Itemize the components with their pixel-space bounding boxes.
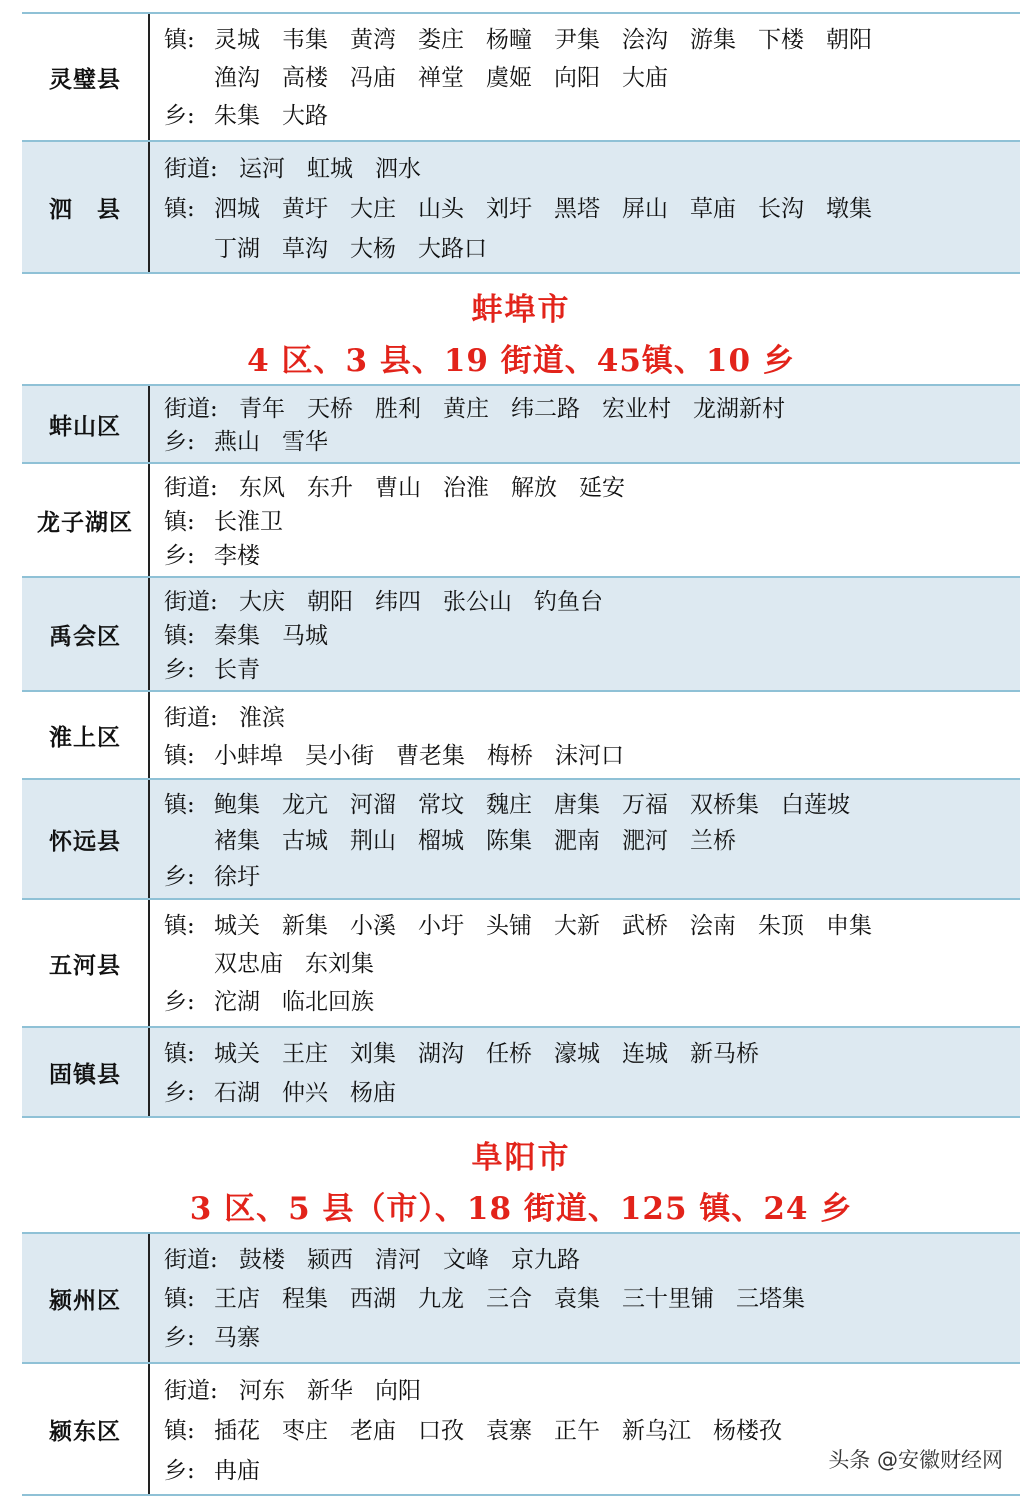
- division-item: 浍南: [690, 912, 736, 939]
- division-items: [239, 390, 807, 423]
- division-items: [214, 503, 305, 536]
- city-summary: 4 区、3 县、19 街道、45镇、10 乡: [247, 343, 795, 379]
- division-line: [164, 536, 1020, 570]
- division-item: 高楼: [282, 64, 328, 91]
- district-divisions: [150, 1028, 1020, 1116]
- division-item: 胜利: [375, 396, 421, 422]
- division-item: 常坟: [418, 791, 464, 818]
- division-items: [214, 945, 396, 978]
- division-items: [239, 1372, 443, 1405]
- division-item: 龙亢: [282, 791, 328, 818]
- division-line: [164, 1368, 1020, 1408]
- watermark: 头条 @安徽财经网: [824, 1442, 1007, 1476]
- table-row: [22, 1364, 1020, 1496]
- division-item: 鲍集: [214, 791, 260, 818]
- division-item: 尹集: [554, 26, 600, 53]
- division-item: 濠城: [554, 1041, 600, 1067]
- division-item: 清河: [375, 1247, 421, 1273]
- division-item: 京九路: [511, 1247, 580, 1273]
- division-type-label: 镇:: [164, 742, 195, 769]
- division-line: [164, 784, 1020, 820]
- division-type-label: 镇:: [164, 622, 195, 649]
- division-item: 泗城: [214, 195, 260, 222]
- district-divisions: [150, 142, 1020, 272]
- division-item: 河东: [239, 1377, 285, 1404]
- table-row: [22, 1028, 1020, 1118]
- division-items: [239, 150, 443, 183]
- division-item: 大路口: [418, 235, 487, 262]
- division-line: [164, 226, 1020, 266]
- division-item: 丁湖: [214, 235, 260, 262]
- division-item: 龙湖新村: [693, 396, 785, 422]
- division-item: 屏山: [622, 195, 668, 222]
- table-row: [22, 464, 1020, 578]
- division-item: 东刘集: [305, 950, 374, 977]
- division-item: 秦集: [214, 622, 260, 649]
- division-item: 淝河: [622, 827, 668, 854]
- division-item: 大庆: [239, 588, 285, 615]
- division-item: 虞姬: [486, 64, 532, 91]
- section-header-bengbu: [22, 274, 1020, 386]
- division-item: 山头: [418, 195, 464, 222]
- division-item: 梅桥: [487, 742, 533, 769]
- division-item: 兰桥: [690, 827, 736, 854]
- district-name: 蚌山区: [22, 386, 150, 462]
- table-row: [22, 780, 1020, 900]
- division-item: 白莲坡: [781, 791, 850, 818]
- division-item: 冯庙: [350, 64, 396, 91]
- division-item: 袁集: [554, 1286, 600, 1312]
- division-items: [214, 1074, 418, 1107]
- division-item: 任桥: [486, 1041, 532, 1067]
- division-type-label: 镇:: [164, 1286, 195, 1312]
- division-items: [214, 1412, 804, 1445]
- division-item: 三合: [486, 1286, 532, 1312]
- division-type-label: 乡:: [164, 1457, 195, 1484]
- division-item: 墩集: [826, 195, 872, 222]
- division-item: 淝南: [554, 827, 600, 854]
- division-items: [214, 617, 350, 650]
- division-type-label: 乡:: [164, 1080, 195, 1106]
- division-item: 新华: [307, 1377, 353, 1404]
- district-name: 龙子湖区: [22, 464, 150, 576]
- division-item: 东风: [239, 474, 285, 501]
- division-line: [164, 56, 1020, 94]
- division-item: 王店: [214, 1286, 260, 1312]
- division-item: 大新: [554, 912, 600, 939]
- division-item: 朱顶: [758, 912, 804, 939]
- division-item: 治淮: [443, 474, 489, 501]
- division-item: 延安: [579, 474, 625, 501]
- division-item: 朱集: [214, 102, 260, 129]
- division-item: 三塔集: [736, 1286, 805, 1312]
- division-line: [164, 904, 1020, 942]
- district-divisions: [150, 386, 1020, 462]
- division-type-label: 乡:: [164, 863, 195, 890]
- division-item: 向阳: [375, 1377, 421, 1404]
- division-item: 东升: [307, 474, 353, 501]
- division-item: 文峰: [443, 1247, 489, 1273]
- division-line: [164, 18, 1020, 56]
- division-item: 唐集: [554, 791, 600, 818]
- division-items: [214, 1452, 282, 1485]
- division-item: 曹老集: [396, 742, 465, 769]
- city-summary: 3 区、5 县（市）、18 街道、125 镇、24 乡: [189, 1191, 853, 1227]
- table-row: [22, 142, 1020, 274]
- division-item: 城关: [214, 912, 260, 939]
- division-item: 头铺: [486, 912, 532, 939]
- division-items: [214, 21, 894, 54]
- district-divisions: [150, 692, 1020, 778]
- division-item: 杨楼孜: [713, 1417, 782, 1444]
- division-type-label: 街道:: [164, 474, 218, 501]
- division-item: 袁寨: [486, 1417, 532, 1444]
- division-item: 杨庙: [350, 1080, 396, 1106]
- division-item: 草庙: [690, 195, 736, 222]
- division-item: 下楼: [758, 26, 804, 53]
- division-item: 娄庄: [418, 26, 464, 53]
- division-item: 灵城: [214, 26, 260, 53]
- division-line: [164, 423, 1020, 456]
- division-type-label: 镇:: [164, 195, 195, 222]
- division-item: 宏业村: [602, 396, 671, 422]
- division-line: [164, 1032, 1020, 1071]
- division-type-label: 街道:: [164, 1377, 218, 1404]
- division-item: 虹城: [307, 155, 353, 182]
- division-type-label: 街道:: [164, 155, 218, 182]
- division-item: 沫河口: [555, 742, 624, 769]
- division-item: 纬二路: [511, 396, 580, 422]
- district-name: 怀远县: [22, 780, 150, 898]
- division-item: 仲兴: [282, 1080, 328, 1106]
- division-item: 连城: [622, 1041, 668, 1067]
- division-items: [214, 1280, 827, 1313]
- district-name: 淮上区: [22, 692, 150, 778]
- division-items: [214, 737, 646, 770]
- district-divisions: [150, 14, 1020, 140]
- division-item: 青年: [239, 396, 285, 422]
- division-type-label: 乡:: [164, 542, 195, 569]
- division-type-label: 乡:: [164, 988, 195, 1015]
- division-line: [164, 820, 1020, 856]
- division-item: 纬四: [375, 588, 421, 615]
- division-item: 淮滨: [239, 704, 285, 731]
- division-item: 荆山: [350, 827, 396, 854]
- table-row: [22, 692, 1020, 780]
- division-line: [164, 856, 1020, 892]
- division-items: [239, 1241, 602, 1274]
- division-type-label: 街道:: [164, 1247, 218, 1273]
- table-row: [22, 12, 1020, 142]
- division-item: 禅堂: [418, 64, 464, 91]
- division-item: 游集: [690, 26, 736, 53]
- division-item: 沱湖: [214, 988, 260, 1015]
- division-item: 冉庙: [214, 1457, 260, 1484]
- district-name: 颍州区: [22, 1234, 150, 1362]
- division-table: [22, 12, 1020, 1496]
- division-item: 大路: [282, 102, 328, 129]
- division-line: [164, 468, 1020, 502]
- division-item: 双桥集: [690, 791, 759, 818]
- division-item: 口孜: [418, 1417, 464, 1444]
- division-type-label: 镇:: [164, 508, 195, 535]
- division-item: 李楼: [214, 542, 260, 569]
- division-item: 万福: [622, 791, 668, 818]
- division-item: 老庙: [350, 1417, 396, 1444]
- division-type-label: 镇:: [164, 791, 195, 818]
- division-item: 刘集: [350, 1041, 396, 1067]
- division-item: 向阳: [554, 64, 600, 91]
- division-line: [164, 582, 1020, 616]
- division-item: 小圩: [418, 912, 464, 939]
- division-type-label: 镇:: [164, 26, 195, 53]
- division-item: 王庄: [282, 1041, 328, 1067]
- division-line: [164, 650, 1020, 684]
- division-item: 西湖: [350, 1286, 396, 1312]
- division-item: 古城: [282, 827, 328, 854]
- division-type-label: 街道:: [164, 588, 218, 615]
- division-item: 武桥: [622, 912, 668, 939]
- division-item: 草沟: [282, 235, 328, 262]
- division-item: 吴小街: [305, 742, 374, 769]
- division-item: 渔沟: [214, 64, 260, 91]
- division-item: 黄湾: [350, 26, 396, 53]
- city-title: 蚌埠市: [471, 292, 571, 328]
- division-item: 钓鱼台: [534, 588, 603, 615]
- division-line: [164, 1316, 1020, 1355]
- division-items: [214, 983, 396, 1016]
- division-line: [164, 146, 1020, 186]
- division-items: [214, 537, 282, 570]
- division-type-label: 街道:: [164, 704, 218, 731]
- division-line: [164, 1277, 1020, 1316]
- table-section-bengbu: [22, 386, 1020, 1118]
- division-item: 临北回族: [282, 988, 374, 1015]
- division-item: 徐圩: [214, 863, 260, 890]
- division-item: 雪华: [282, 429, 328, 455]
- table-row: [22, 1234, 1020, 1364]
- district-divisions: [150, 1234, 1020, 1362]
- division-item: 九龙: [418, 1286, 464, 1312]
- division-item: 颍西: [307, 1247, 353, 1273]
- division-type-label: 乡:: [164, 656, 195, 683]
- section-header-fuyang: [22, 1118, 1020, 1234]
- division-item: 枣庄: [282, 1417, 328, 1444]
- division-item: 陈集: [486, 827, 532, 854]
- division-item: 张公山: [443, 588, 512, 615]
- division-line: [164, 942, 1020, 980]
- table-section-top: [22, 12, 1020, 274]
- table-row: [22, 386, 1020, 464]
- division-type-label: 镇:: [164, 912, 195, 939]
- division-item: 运河: [239, 155, 285, 182]
- division-items: [214, 1035, 781, 1068]
- district-divisions: [150, 900, 1020, 1026]
- division-line: [164, 502, 1020, 536]
- division-items: [214, 97, 350, 130]
- table-row: [22, 578, 1020, 692]
- division-item: 插花: [214, 1417, 260, 1444]
- city-title: 阜阳市: [471, 1140, 571, 1176]
- division-line: [164, 616, 1020, 650]
- division-item: 三十里铺: [622, 1286, 714, 1312]
- division-item: 大杨: [350, 235, 396, 262]
- division-item: 黄庄: [443, 396, 489, 422]
- division-item: 石湖: [214, 1080, 260, 1106]
- division-item: 正午: [554, 1417, 600, 1444]
- division-items: [214, 423, 350, 456]
- division-item: 河溜: [350, 791, 396, 818]
- division-item: 燕山: [214, 429, 260, 455]
- division-item: 解放: [511, 474, 557, 501]
- district-divisions: [150, 780, 1020, 898]
- division-type-label: 镇:: [164, 1041, 195, 1067]
- division-item: 天桥: [307, 396, 353, 422]
- division-item: 榴城: [418, 827, 464, 854]
- district-name: 泗 县: [22, 142, 150, 272]
- division-item: 刘圩: [486, 195, 532, 222]
- division-item: 朝阳: [307, 588, 353, 615]
- division-items: [214, 190, 894, 223]
- division-line: [164, 94, 1020, 132]
- division-item: 长沟: [758, 195, 804, 222]
- division-items: [239, 583, 625, 616]
- division-items: [239, 469, 647, 502]
- division-line: [164, 980, 1020, 1018]
- district-divisions: [150, 464, 1020, 576]
- division-item: 曹山: [375, 474, 421, 501]
- division-item: 新马桥: [690, 1041, 759, 1067]
- division-line: [164, 186, 1020, 226]
- division-line: [164, 1071, 1020, 1110]
- district-name: 灵璧县: [22, 14, 150, 140]
- division-item: 大庄: [350, 195, 396, 222]
- division-item: 小溪: [350, 912, 396, 939]
- division-type-label: 街道:: [164, 396, 218, 422]
- division-items: [214, 1319, 282, 1352]
- division-item: 朝阳: [826, 26, 872, 53]
- district-name: 五河县: [22, 900, 150, 1026]
- division-items: [239, 699, 307, 732]
- division-item: 程集: [282, 1286, 328, 1312]
- table-row: [22, 900, 1020, 1028]
- district-name: 禹会区: [22, 578, 150, 690]
- division-item: 黑塔: [554, 195, 600, 222]
- division-item: 小蚌埠: [214, 742, 283, 769]
- division-line: [164, 734, 1020, 772]
- division-items: [214, 230, 509, 263]
- division-item: 城关: [214, 1041, 260, 1067]
- division-line: [164, 1238, 1020, 1277]
- division-items: [214, 822, 758, 855]
- division-item: 杨疃: [486, 26, 532, 53]
- division-item: 褚集: [214, 827, 260, 854]
- division-item: 申集: [826, 912, 872, 939]
- division-items: [214, 786, 872, 819]
- division-line: [164, 390, 1020, 423]
- division-type-label: 乡:: [164, 429, 195, 455]
- division-type-label: 乡:: [164, 102, 195, 129]
- division-item: 浍沟: [622, 26, 668, 53]
- division-item: 魏庄: [486, 791, 532, 818]
- division-item: 新集: [282, 912, 328, 939]
- division-item: 长淮卫: [214, 508, 283, 535]
- district-name: 颍东区: [22, 1364, 150, 1494]
- district-name: 固镇县: [22, 1028, 150, 1116]
- division-item: 双忠庙: [214, 950, 283, 977]
- district-divisions: [150, 578, 1020, 690]
- division-item: 湖沟: [418, 1041, 464, 1067]
- division-item: 大庙: [622, 64, 668, 91]
- division-items: [214, 907, 894, 940]
- division-items: [214, 59, 690, 92]
- division-type-label: 乡:: [164, 1325, 195, 1351]
- division-item: 长青: [214, 656, 260, 683]
- division-item: 鼓楼: [239, 1247, 285, 1273]
- division-item: 马寨: [214, 1325, 260, 1351]
- division-line: [164, 696, 1020, 734]
- division-item: 黄圩: [282, 195, 328, 222]
- division-item: 新乌江: [622, 1417, 691, 1444]
- division-items: [214, 651, 282, 684]
- division-items: [214, 858, 282, 891]
- division-item: 韦集: [282, 26, 328, 53]
- division-item: 泗水: [375, 155, 421, 182]
- division-type-label: 镇:: [164, 1417, 195, 1444]
- division-item: 马城: [282, 622, 328, 649]
